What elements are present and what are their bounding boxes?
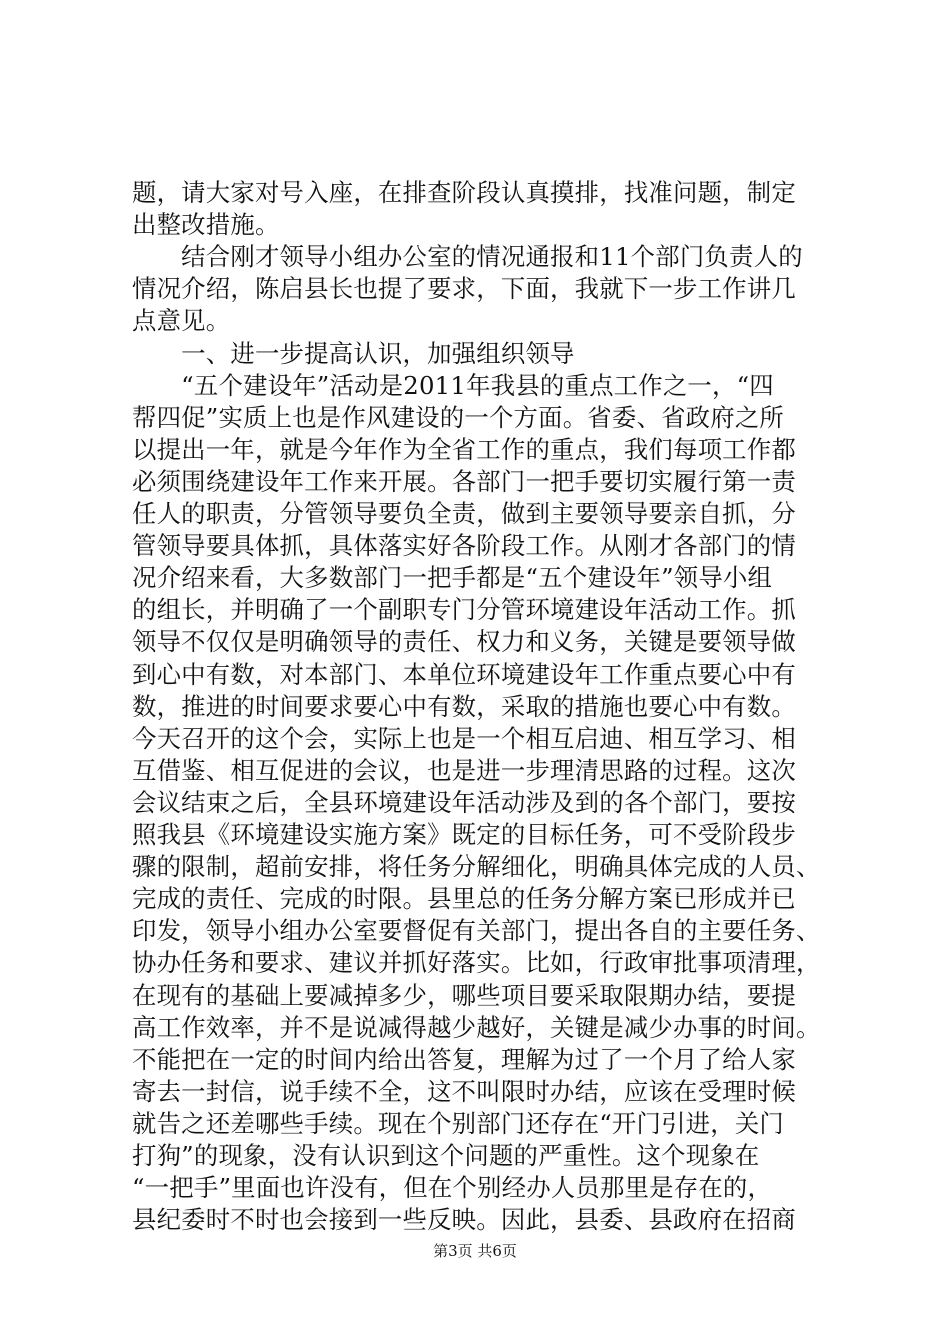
text-line: 任人的职责，分管领导要负全责，做到主要领导要亲自抓，分 — [132, 499, 796, 528]
text-line: 出整改措施。 — [132, 210, 280, 239]
text-line: 会议结束之后，全县环境建设年活动涉及到的各个部门，要按 — [132, 788, 796, 817]
text-line: 点意见。 — [132, 306, 231, 335]
text-line: 管领导要具体抓，具体落实好各阶段工作。从刚才各部门的情 — [132, 531, 796, 560]
text-line: “五个建设年”活动是2011年我县的重点工作之一，“四 — [132, 371, 774, 400]
text-line: 题，请大家对号入座，在排查阶段认真摸排，找准问题，制定 — [132, 178, 796, 207]
text-line: 照我县《环境建设实施方案》既定的目标任务，可不受阶段步 — [132, 820, 796, 849]
text-line: 以提出一年，就是今年作为全省工作的重点，我们每项工作都 — [132, 435, 796, 464]
page-footer: 第3页 共6页 — [433, 1242, 517, 1260]
text-line: 高工作效率，并不是说减得越少越好，关键是减少办事的时间。 — [132, 1013, 821, 1042]
text-line: 县纪委时不时也会接到一些反映。因此，县委、县政府在招商 — [132, 1205, 796, 1234]
text-line: 到心中有数，对本部门、本单位环境建设年工作重点要心中有 — [132, 660, 796, 689]
text-line: “一把手”里面也许没有，但在个别经办人员那里是存在的， — [132, 1173, 773, 1202]
text-line: 印发，领导小组办公室要督促有关部门，提出各自的主要任务、 — [132, 916, 821, 945]
text-line: 况介绍来看，大多数部门一把手都是“五个建设年”领导小组 — [132, 563, 773, 592]
text-line: 不能把在一定的时间内给出答复，理解为过了一个月了给人家 — [132, 1045, 796, 1074]
text-line: 骤的限制，超前安排，将任务分解细化，明确具体完成的人员、 — [132, 852, 821, 881]
text-line: 完成的责任、完成的时限。县里总的任务分解方案已形成并已 — [132, 884, 796, 913]
text-line: 今天召开的这个会，实际上也是一个相互启迪、相互学习、相 — [132, 724, 796, 753]
text-line: 在现有的基础上要减掉多少，哪些项目要采取限期办结，要提 — [132, 981, 796, 1010]
text-line: 的组长，并明确了一个副职专门分管环境建设年活动工作。抓 — [132, 595, 796, 624]
text-line: 领导不仅仅是明确领导的责任、权力和义务，关键是要领导做 — [132, 627, 796, 656]
text-line: 一、进一步提高认识，加强组织领导 — [132, 339, 575, 368]
text-line: 寄去一封信，说手续不全，这不叫限时办结，应该在受理时候 — [132, 1077, 796, 1106]
text-line: 帮四促”实质上也是作风建设的一个方面。省委、省政府之所 — [132, 403, 785, 432]
text-line: 打狗”的现象，没有认识到这个问题的严重性。这个现象在 — [132, 1141, 760, 1170]
text-line: 协办任务和要求、建议并抓好落实。比如，行政审批事项清理， — [132, 948, 821, 977]
text-line: 互借鉴、相互促进的会议，也是进一步理清思路的过程。这次 — [132, 756, 796, 785]
text-line: 结合刚才领导小组办公室的情况通报和11个部门负责人的 — [132, 242, 803, 271]
text-line: 数，推进的时间要求要心中有数，采取的措施也要心中有数。 — [132, 692, 796, 721]
text-line: 必须围绕建设年工作来开展。各部门一把手要切实履行第一责 — [132, 467, 796, 496]
text-line: 情况介绍，陈启县长也提了要求，下面，我就下一步工作讲几 — [132, 274, 796, 303]
text-line: 就告之还差哪些手续。现在个别部门还存在“开门引进，关门 — [132, 1109, 785, 1138]
